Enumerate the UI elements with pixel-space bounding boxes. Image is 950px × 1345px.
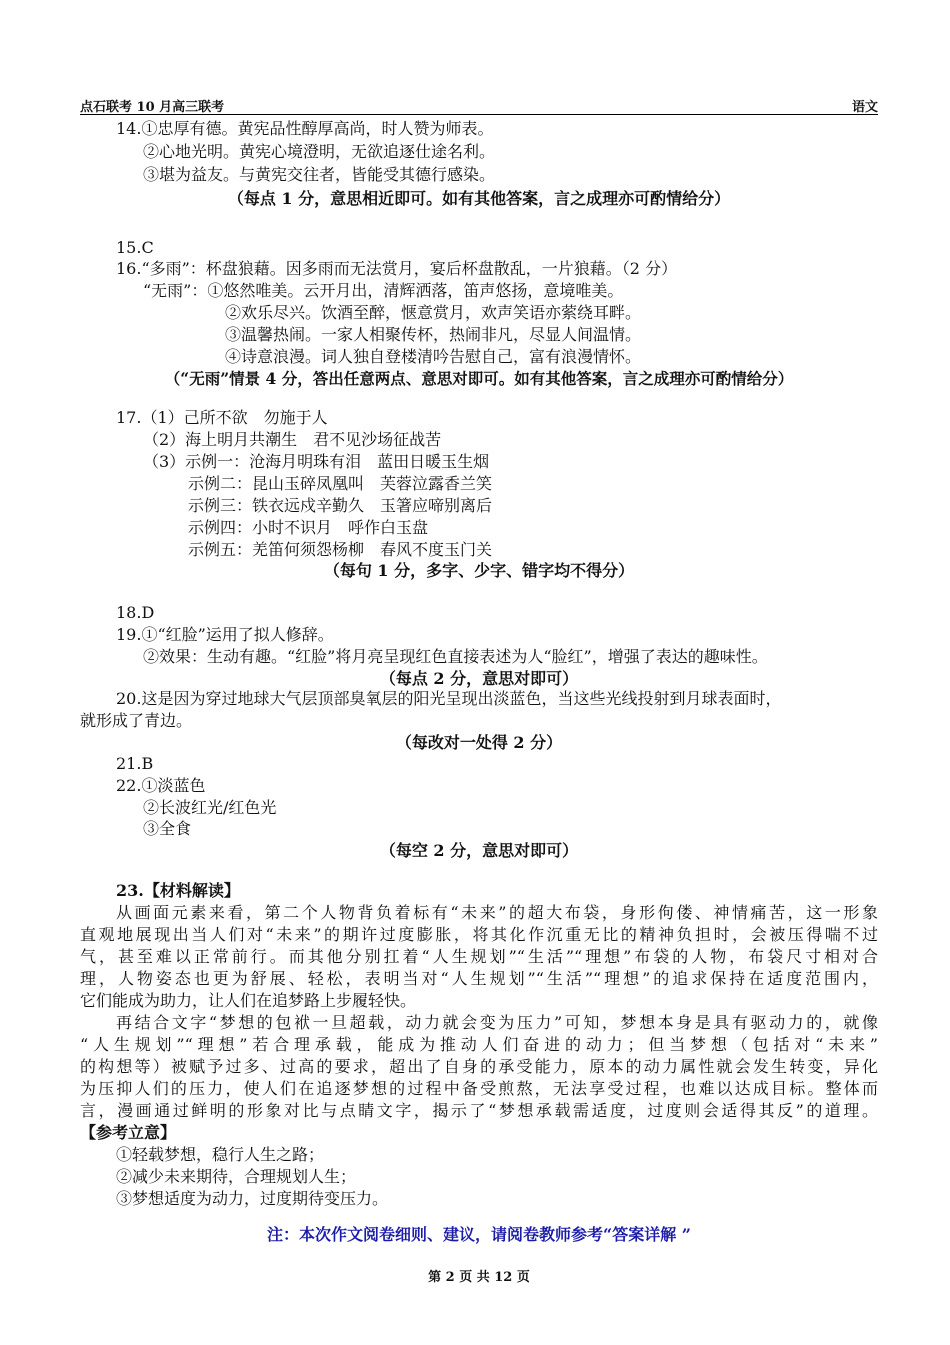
q23-p2-line-1: 再结合文字“梦想的包袱一旦超载，动力就会变为压力”可知，梦想本身是具有驱动力的，就像 bbox=[116, 1013, 878, 1032]
header-exam-name: 点石联考 10 月高三联考 bbox=[80, 100, 225, 115]
q15-answer: 15.C bbox=[116, 238, 154, 257]
q14-line-2: ②心地光明。黄宪心境澄明，无欲追逐仕途名利。 bbox=[143, 142, 496, 161]
q17-line-7: 示例五：羌笛何须怨杨柳 春风不度玉门关 bbox=[188, 540, 493, 559]
q14-line-1: 14.①忠厚有德。黄宪品性醇厚高尚，时人赞为师表。 bbox=[116, 119, 494, 138]
q23-p1-line-1: 从画面元素来看，第二个人物背负着标有“未来”的超大布袋，身形佝偻、神情痛苦，这一形象 bbox=[116, 903, 878, 922]
grading-note: 注：本次作文阅卷细则、建议，请阅卷教师参考“答案详解 ” bbox=[267, 1225, 691, 1244]
q23-ref-2: ②减少未来期待，合理规划人生； bbox=[116, 1167, 357, 1186]
q23-p2-line-5: 言，漫画通过鲜明的形象对比与点睛文字，揭示了“梦想承载需适度，过度则会适得其反”的道理。 bbox=[80, 1101, 878, 1120]
q20-line-1: 20.这是因为穿过地球大气层顶部臭氧层的阳光呈现出淡蓝色，当这些光线投射到月球表面时， bbox=[116, 689, 782, 708]
page-footer: 第 2 页 共 12 页 bbox=[428, 1270, 530, 1285]
q23-ref-3: ③梦想适度为动力，过度期待变压力。 bbox=[116, 1189, 389, 1208]
q22-line-1: 22.①淡蓝色 bbox=[116, 776, 206, 795]
q17-line-1: 17.（1）己所不欲 勿施于人 bbox=[116, 408, 328, 427]
q16-scoring-note: （“无雨”情景 4 分，答出任意两点、意思对即可。如有其他答案，言之成理亦可酌情给分） bbox=[164, 369, 794, 388]
q23-title: 23.【材料解读】 bbox=[116, 881, 240, 900]
header-subject: 语文 bbox=[851, 100, 878, 115]
q19-line-2: ②效果：生动有趣。“红脸”将月亮呈现红色直接表述为人“脸红”，增强了表达的趣味性。 bbox=[143, 647, 768, 666]
q23-p1-line-4: 理，人物姿态也更为舒展、轻松，表明当对“人生规划”“生活”“理想”的追求保持在适度范围内， bbox=[80, 969, 878, 988]
q17-line-6: 示例四：小时不识月 呼作白玉盘 bbox=[188, 518, 429, 537]
q23-p2-line-3: 的构想等）被赋予过多、过高的要求，超出了自身的承受能力，原本的动力属性就会发生转变，异化 bbox=[80, 1057, 878, 1076]
q23-p2-line-4: 为压抑人们的压力，使人们在追逐梦想的过程中备受煎熬，无法享受过程，也难以达成目标。整体而 bbox=[80, 1079, 878, 1098]
q16-line-1: 16.“多雨”：杯盘狼藉。因多雨而无法赏月，宴后杯盘散乱，一片狼藉。（2 分） bbox=[116, 259, 678, 278]
q22-line-3: ③全食 bbox=[143, 819, 192, 838]
q14-scoring-note: （每点 1 分，意思相近即可。如有其他答案，言之成理亦可酌情给分） bbox=[227, 189, 731, 208]
q17-line-2: （2）海上明月共潮生 君不见沙场征战苦 bbox=[143, 430, 442, 449]
q20-scoring-note: （每改对一处得 2 分） bbox=[395, 733, 563, 752]
q22-line-2: ②长波红光/红色光 bbox=[143, 798, 277, 817]
q23-ref-1: ①轻载梦想，稳行人生之路； bbox=[116, 1145, 325, 1164]
q16-line-5: ④诗意浪漫。词人独自登楼清吟告慰自己，富有浪漫情怀。 bbox=[225, 347, 642, 366]
q23-ref-title: 【参考立意】 bbox=[80, 1123, 177, 1142]
q22-scoring-note: （每空 2 分，意思对即可） bbox=[379, 841, 579, 860]
q23-p1-line-5: 它们能成为助力，让人们在追梦路上步履轻快。 bbox=[80, 991, 417, 1010]
q18-answer: 18.D bbox=[116, 603, 155, 622]
q16-line-4: ③温馨热闹。一家人相聚传杯，热闹非凡，尽显人间温情。 bbox=[225, 325, 642, 344]
q17-line-5: 示例三：铁衣远戍辛勤久 玉箸应啼别离后 bbox=[188, 496, 493, 515]
q20-line-2: 就形成了青边。 bbox=[80, 711, 193, 730]
page-header bbox=[80, 96, 878, 115]
q23-p1-line-3: 气，甚至难以正常前行。而其他分别扛着“人生规划”“生活”“理想”布袋的人物，布袋尺寸相对合 bbox=[80, 947, 878, 966]
q17-line-4: 示例二：昆山玉碎凤凰叫 芙蓉泣露香兰笑 bbox=[188, 474, 493, 493]
q19-line-1: 19.①“红脸”运用了拟人修辞。 bbox=[116, 625, 334, 644]
q21-answer: 21.B bbox=[116, 754, 154, 773]
q23-p1-line-2: 直观地展现出当人们对“未来”的期许过度膨胀，将其化作沉重无比的精神负担时，会被压得喘不过 bbox=[80, 925, 878, 944]
q17-scoring-note: （每句 1 分，多字、少字、错字均不得分） bbox=[323, 561, 635, 580]
q19-scoring-note: （每点 2 分，意思对即可） bbox=[379, 669, 579, 688]
q23-p2-line-2: “人生规划”“理想”若合理承载，能成为推动人们奋进的动力；但当梦想（包括对“未来” bbox=[80, 1035, 878, 1054]
q17-line-3: （3）示例一：沧海月明珠有泪 蓝田日暖玉生烟 bbox=[143, 452, 490, 471]
q14-line-3: ③堪为益友。与黄宪交往者，皆能受其德行感染。 bbox=[143, 165, 496, 184]
q16-line-2: “无雨”：①悠然唯美。云开月出，清辉洒落，笛声悠扬，意境唯美。 bbox=[143, 281, 624, 300]
q16-line-3: ②欢乐尽兴。饮酒至醉，惬意赏月，欢声笑语亦萦绕耳畔。 bbox=[225, 303, 642, 322]
